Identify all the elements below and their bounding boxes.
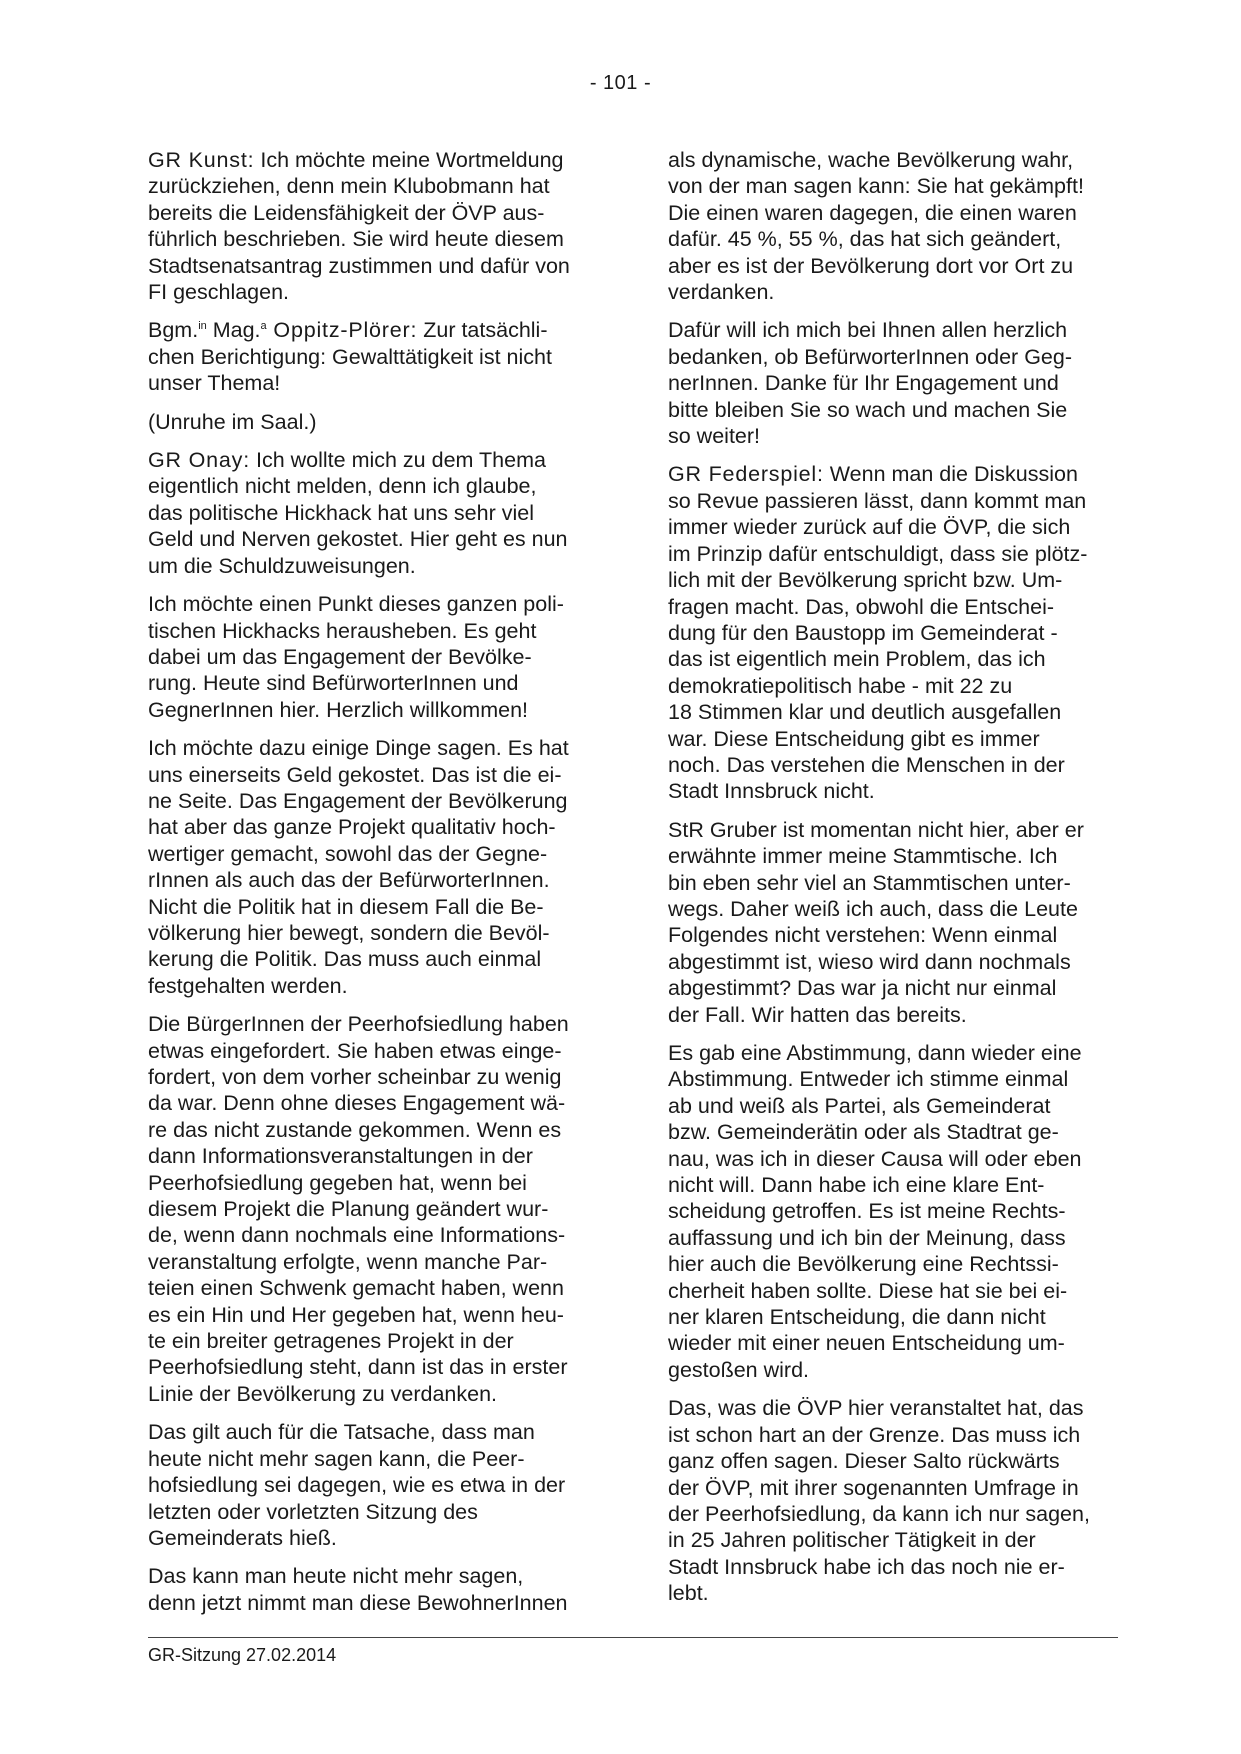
paragraph: Das, was die ÖVP hier veranstaltet hat, das ist schon hart an der Grenze. Das muss ich ganz offen sagen. Dieser Salto rückwärts der ÖVP, mit ihrer sogenannten Umfrage in der Peerhofsiedlung, da kann ich nur sagen, in 25 Jahren politischer Tätigkeit in der Stadt Innsbruck habe ich das noch nie er- lebt. <box>668 1396 1090 1606</box>
paragraph-oppitz-ploerer <box>148 317 603 396</box>
right-column <box>668 147 1123 1619</box>
speaker-name: GR Onay: <box>148 448 250 473</box>
paragraph: StR Gruber ist momentan nicht hier, aber er erwähnte immer meine Stammtische. Ich bin eben sehr viel an Stammtischen unter- wegs. Daher weiß ich auch, dass die Leute Folgendes nicht verstehen: Wenn einmal abgestimmt ist, wieso wird dann nochmals abgestimmt? Das war ja nicht nur einmal der Fall. Wir hatten das bereits. <box>668 817 1084 1027</box>
speaker-name: GR Kunst: <box>148 148 255 172</box>
paragraph: Ich möchte dazu einige Dinge sagen. Es hat uns einerseits Geld gekostet. Das ist die ei- ne Seite. Das Engagement der Bevölkerung hat aber das ganze Projekt qualitativ hoch- wertiger gemacht, sowohl das der Gegne- rInnen als auch das der BefürworterInnen. Nicht die Politik hat in diesem Fall die Be- völkerung hier bewegt, sondern die Bevöl- kerung die Politik. Das muss auch einmal festgehalten werden. <box>148 736 569 998</box>
paragraph-text: Ich möchte meine Wortmeldung zurückziehen, denn mein Klubobmann hat bereits die Leidensfähigkeit der ÖVP aus- führlich beschrieben. Sie wird heute diesem Stadtsenatsantrag zustimmen und dafür von FI geschlagen. <box>148 148 570 305</box>
footer-session-date: GR-Sitzung 27.02.2014 <box>148 1645 337 1665</box>
footer-divider <box>148 1637 1118 1638</box>
speaker-name: Oppitz-Plörer: <box>266 318 418 343</box>
paragraph: Das kann man heute nicht mehr sagen, denn jetzt nimmt man diese BewohnerInnen <box>148 1564 568 1615</box>
page-number: - 101 - <box>589 72 652 94</box>
left-column <box>148 147 603 1628</box>
paragraph-kunst <box>148 147 603 305</box>
speaker-name: GR Federspiel: <box>668 462 824 487</box>
title-bgm-superscript: in <box>198 320 207 333</box>
paragraph-text: Wenn man die Diskussion so Revue passieren lässt, dann kommt man immer wieder zurück auf die ÖVP, die sich im Prinzip dafür entschuldigt, dass sie plötz- lich mit der Bevölkerung spricht bzw. Um- fragen macht. Das, obwohl die Entschei- dung für den Baustopp im Gemeinderat - das ist eigentlich mein Problem, das ich demokratiepolitisch habe - mit 22 zu 18 Stimmen klar und deutlich ausgefallen war. Diese Entscheidung gibt es immer noch. Das verstehen die Menschen in der Stadt Innsbruck nicht. <box>668 462 1088 804</box>
paragraph: Die BürgerInnen der Peerhofsiedlung haben etwas eingefordert. Sie haben etwas einge- fordert, von dem vorher scheinbar zu wenig da war. Denn ohne dieses Engagement wä- re das nicht zustande gekommen. Wenn es dann Informationsveranstaltungen in der Peerhofsiedlung gegeben hat, wenn bei diesem Projekt die Planung geändert wur- de, wenn dann nochmals eine Informations- veranstaltung erfolgte, wenn manche Par- teien einen Schwenk gemacht haben, wenn es ein Hin und Her gegeben hat, wenn heu- te ein breiter getragenes Projekt in der Peerhofsiedlung steht, dann ist das in erster Linie der Bevölkerung zu verdanken. <box>148 1012 569 1406</box>
paragraph-stage-note: (Unruhe im Saal.) <box>148 409 317 434</box>
paragraph-text: Ich wollte mich zu dem Thema eigentlich nicht melden, denn ich glaube, das politische Hickhack hat uns sehr viel Geld und Nerven gekostet. Hier geht es nun um die Schuldzuweisungen. <box>148 448 568 578</box>
paragraph: Es gab eine Abstimmung, dann wieder eine Abstimmung. Entweder ich stimme einmal ab und weiß als Partei, als Gemeinderat bzw. Gemeinderätin oder als Stadtrat ge- nau, was ich in dieser Causa will oder eben nicht will. Dann habe ich eine klare Ent- scheidung getroffen. Es ist meine Rechts- auffassung und ich bin der Meinung, dass hier auch die Bevölkerung eine Rechtssi- cherheit haben sollte. Diese hat sie bei ei- ner klaren Entscheidung, die dann nicht wieder mit einer neuen Entscheidung um- gestoßen wird. <box>668 1041 1082 1382</box>
paragraph-federspiel <box>668 461 1123 804</box>
paragraph: Dafür will ich mich bei Ihnen allen herzlich bedanken, ob BefürworterInnen oder Geg- nerInnen. Danke für Ihr Engagement und bitte bleiben Sie so wach und machen Sie so weiter! <box>668 318 1072 449</box>
title-mag-superscript: a <box>260 320 267 333</box>
paragraph-text: Zur tatsächli- chen Berichtigung: Gewalttätigkeit ist nicht unser Thema! <box>148 318 552 396</box>
title-bgm: Bgm. <box>148 318 199 343</box>
paragraph: als dynamische, wache Bevölkerung wahr, von der man sagen kann: Sie hat gekämpft! Die einen waren dagegen, die einen waren dafür. 45 %, 55 %, das hat sich geändert, aber es ist der Bevölkerung dort vor Ort zu verdanken. <box>668 148 1084 305</box>
title-mag: Mag. <box>206 318 261 343</box>
paragraph: Ich möchte einen Punkt dieses ganzen poli- tischen Hickhacks herausheben. Es geht dabei um das Engagement der Bevölke- rung. Heute sind BefürworterInnen und GegnerInnen hier. Herzlich willkommen! <box>148 592 564 722</box>
paragraph-onay <box>148 447 603 579</box>
paragraph: Das gilt auch für die Tatsache, dass man heute nicht mehr sagen kann, die Peer- hofsiedlung sei dagegen, wie es etwa in der letzten oder vorletzten Sitzung des Gemeinderats hieß. <box>148 1420 566 1550</box>
